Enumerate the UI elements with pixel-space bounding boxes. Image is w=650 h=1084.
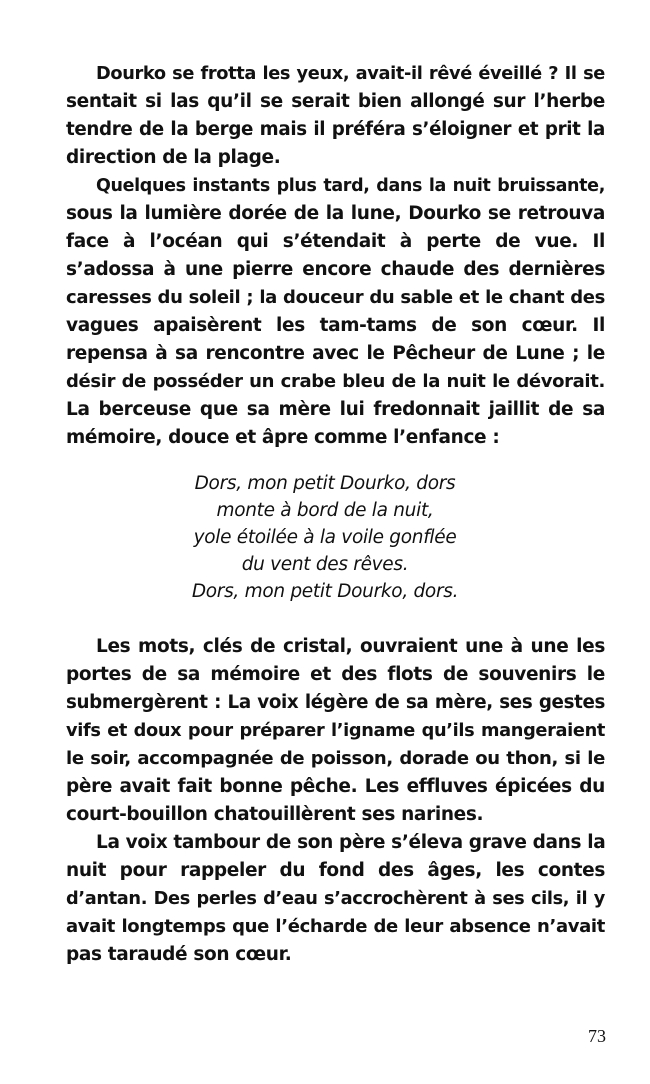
paragraph-line: Quelques instants plus tard, dans la nuit bruissante, [96, 176, 605, 196]
lullaby-verse: monte à bord de la nuit, [216, 500, 434, 521]
paragraph-line: mémoire, douce et âpre comme l’enfance : [66, 427, 500, 448]
paragraph-line: s’adossa à une pierre encore chaude des dernières [66, 259, 605, 280]
paragraph-line: avait longtemps que l’écharde de leur absence n’avait [66, 916, 605, 937]
paragraph-line: caresses du soleil ; la douceur du sable et le chant des [66, 287, 605, 308]
paragraph-line: père avait fait bonne pêche. Les effluves épicées du [66, 776, 605, 797]
paragraph-line: direction de la plage. [66, 147, 281, 168]
paragraph-line: repensa à sa rencontre avec le Pêcheur de Lune ; le [66, 343, 605, 364]
paragraph-line: La berceuse que sa mère lui fredonnait jaillit de sa [66, 399, 605, 420]
paragraph-line: tendre de la berge mais il préféra s’éloigner et prit la [66, 119, 605, 140]
lullaby-verse: yole étoilée à la voile gonflée [193, 527, 457, 548]
lullaby-verse: du vent des rêves. [241, 554, 409, 575]
paragraph-line: nuit pour rappeler du fond des âges, les contes [66, 860, 605, 881]
paragraph-line: vifs et doux pour préparer l’igname qu’ils mangeraient [66, 721, 605, 741]
paragraph-line: face à l’océan qui s’étendait à perte de vue. Il [66, 231, 605, 252]
paragraph-line: désir de posséder un crabe bleu de la nuit le dévorait. [66, 371, 605, 392]
lullaby-verse: Dors, mon petit Dourko, dors [194, 473, 456, 494]
paragraph-line: Dourko se frotta les yeux, avait-il rêvé éveillé ? Il se [96, 64, 605, 84]
paragraph-line: Les mots, clés de cristal, ouvraient une à une les [96, 636, 605, 657]
paragraph-line: vagues apaisèrent les tam-tams de son cœur. Il [66, 315, 605, 336]
paragraph-line: d’antan. Des perles d’eau s’accrochèrent à ses cils, il y [66, 889, 605, 909]
paragraph-line: sentait si las qu’il se serait bien allongé sur l’herbe [66, 91, 605, 112]
page-number: 73 [588, 1026, 606, 1046]
paragraph-line: pas taraudé son cœur. [66, 944, 292, 965]
paragraph-line: portes de sa mémoire et des flots de souvenirs le [66, 664, 605, 685]
paragraph-line: le soir, accompagnée de poisson, dorade ou thon, si le [66, 748, 605, 769]
paragraph-line: court-bouillon chatouillèrent ses narines. [66, 804, 484, 825]
lullaby-verse: Dors, mon petit Dourko, dors. [191, 581, 459, 602]
paragraph-line: sous la lumière dorée de la lune, Dourko se retrouva [66, 203, 605, 224]
paragraph-line: La voix tambour de son père s’éleva grave dans la [96, 832, 605, 853]
paragraph-line: submergèrent : La voix légère de sa mère, ses gestes [66, 692, 605, 713]
